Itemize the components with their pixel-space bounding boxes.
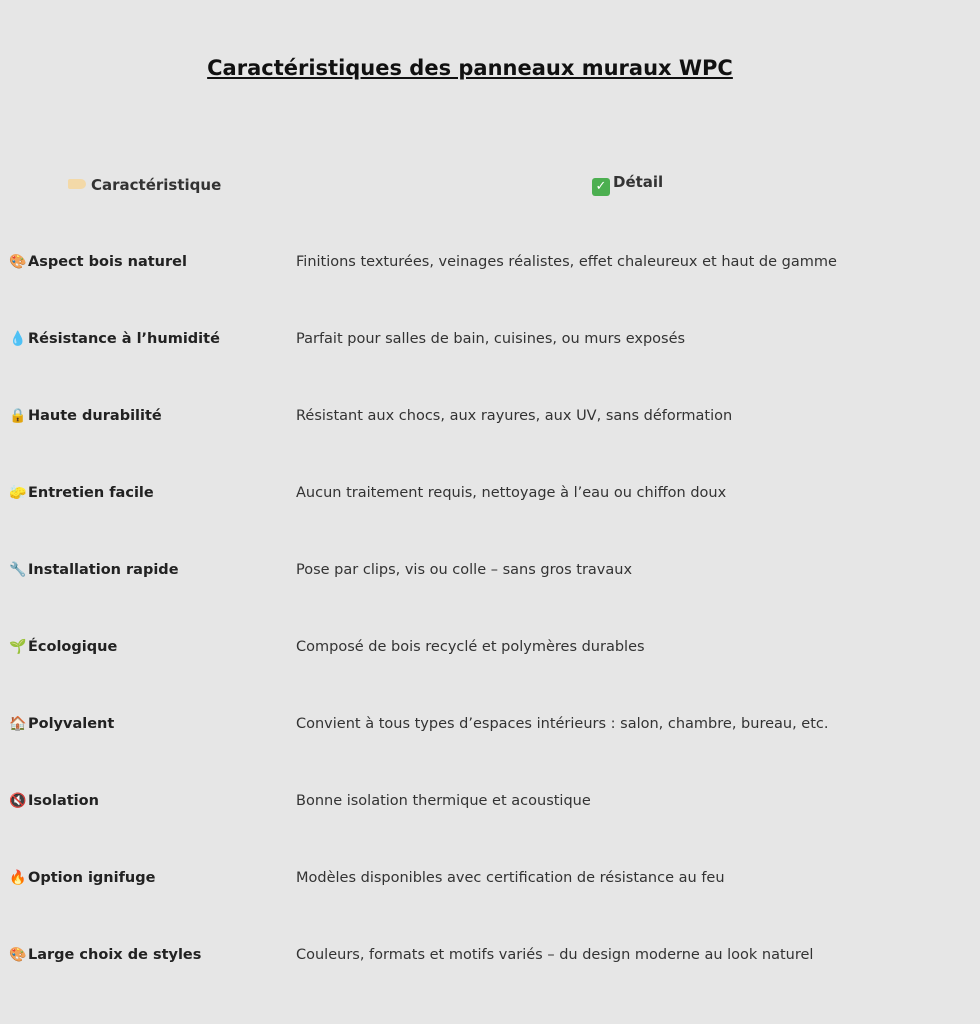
palette-icon: 🎨 <box>9 946 27 963</box>
table-row <box>0 762 980 839</box>
feature-label: Résistance à l’humidité <box>28 330 220 347</box>
feature-cell <box>0 454 288 531</box>
table-row <box>0 916 980 993</box>
detail-cell: Finitions texturées, veinages réalistes, effet chaleureux et haut de gamme <box>296 253 837 270</box>
feature-label: Écologique <box>28 638 118 655</box>
detail-cell: Pose par clips, vis ou colle – sans gros travaux <box>296 561 633 578</box>
header-feature-label: Caractéristique <box>91 175 222 194</box>
table-body <box>0 223 980 993</box>
feature-cell <box>0 608 288 685</box>
feature-cell <box>0 531 288 608</box>
table-row <box>0 839 980 916</box>
page-title: Caractéristiques des panneaux muraux WPC <box>207 56 733 80</box>
feature-cell <box>0 223 288 300</box>
table-row <box>0 531 980 608</box>
header-detail-label: Détail <box>613 173 664 191</box>
table-row <box>0 223 980 300</box>
detail-cell: Résistant aux chocs, aux rayures, aux UV, sans déformation <box>296 407 733 424</box>
header-feature <box>0 146 288 223</box>
table-header-row <box>0 146 980 223</box>
table-row <box>0 300 980 377</box>
feature-label: Large choix de styles <box>28 946 202 963</box>
detail-cell: Aucun traitement requis, nettoyage à l’eau ou chiffon doux <box>296 484 727 501</box>
water-droplet-icon: 💧 <box>9 330 27 347</box>
feature-cell <box>0 839 288 916</box>
detail-cell: Convient à tous types d’espaces intérieurs : salon, chambre, bureau, etc. <box>296 715 829 732</box>
feature-label: Isolation <box>28 792 99 809</box>
feature-cell <box>0 300 288 377</box>
fire-icon: 🔥 <box>9 869 27 886</box>
feature-cell <box>0 916 288 993</box>
wrench-icon: 🔧 <box>9 561 27 578</box>
feature-label: Option ignifuge <box>28 869 156 886</box>
table-row <box>0 608 980 685</box>
detail-cell: Bonne isolation thermique et acoustique <box>296 792 591 809</box>
seedling-icon: 🌱 <box>9 638 27 655</box>
muted-speaker-icon: 🔇 <box>9 792 27 809</box>
table-row <box>0 454 980 531</box>
table-row <box>0 377 980 454</box>
detail-cell: Couleurs, formats et motifs variés – du design moderne au look naturel <box>296 946 814 963</box>
feature-label: Haute durabilité <box>28 407 162 424</box>
palette-icon: 🎨 <box>9 253 27 270</box>
feature-label: Entretien facile <box>28 484 154 501</box>
header-detail <box>288 146 980 223</box>
sponge-icon: 🧽 <box>9 484 27 501</box>
feature-cell <box>0 377 288 454</box>
feature-cell <box>0 685 288 762</box>
feature-label: Aspect bois naturel <box>28 253 187 270</box>
label-tag-icon <box>68 179 86 189</box>
features-table <box>0 146 980 993</box>
check-mark-icon: ✓ <box>592 178 610 196</box>
table-row <box>0 685 980 762</box>
house-icon: 🏠 <box>9 715 27 732</box>
lock-icon: 🔒 <box>9 407 27 424</box>
feature-label: Installation rapide <box>28 561 179 578</box>
detail-cell: Modèles disponibles avec certification de résistance au feu <box>296 869 725 886</box>
feature-cell <box>0 762 288 839</box>
detail-cell: Composé de bois recyclé et polymères durables <box>296 638 645 655</box>
detail-cell: Parfait pour salles de bain, cuisines, ou murs exposés <box>296 330 686 347</box>
feature-label: Polyvalent <box>28 715 115 732</box>
